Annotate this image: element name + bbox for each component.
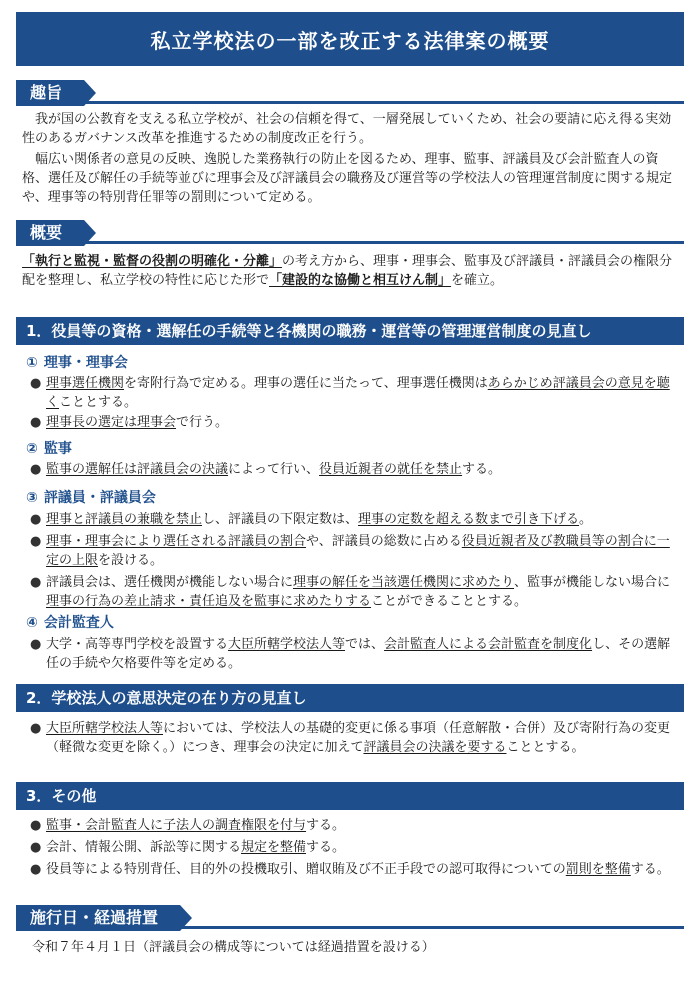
subsection-kaikei (26, 612, 114, 632)
section-rule (16, 101, 684, 104)
text: を寄附行為で定める。理事の選任に当たって、理事選任機関は (124, 376, 488, 391)
underlined-text: 大臣所轄学校法人等 (46, 721, 164, 736)
text: こととする。 (506, 740, 585, 755)
bullet-item (30, 816, 680, 835)
bullet-item (30, 374, 680, 412)
subsection-number: ② (26, 441, 38, 457)
text: 、監事が機能しない場合に (514, 575, 671, 590)
gaiyou-paragraph (22, 252, 680, 290)
text: で行う。 (176, 415, 229, 430)
text: し、その選解任の手続や欠格要件等を定める。 (46, 637, 671, 671)
underlined-text: 監事の選解任は評議員会の決議 (46, 462, 229, 477)
subsection-number: ① (26, 355, 38, 371)
text: や、評議員の総数に占める (306, 534, 462, 549)
bullet-item (30, 635, 680, 673)
bullet-item (30, 838, 680, 857)
bullet-dot: ● (30, 818, 42, 833)
section-2-bar: 2．学校法人の意思決定の在り方の見直し (16, 684, 684, 712)
underlined-text: 理事長の選定は理事会 (46, 415, 177, 430)
underlined-text: 罰則を整備 (565, 862, 631, 877)
underlined-text: 理事の行為の差止請求・責任追及を監事に求めたりする (46, 594, 372, 609)
subsection-label: 監事 (43, 441, 72, 457)
subsection-label: 評議員・評議員会 (43, 490, 156, 506)
section-label-shikou (16, 905, 180, 931)
underlined-text: 規定を整備 (241, 840, 307, 855)
text: こととする。 (59, 395, 138, 410)
text: 評議員会は、選任機関が機能しない場合に (46, 575, 294, 590)
text: 会計、情報公開、訴訟等に関する (46, 840, 242, 855)
text: によって行い、 (228, 462, 320, 477)
page-title: 私立学校法の一部を改正する法律案の概要 (16, 12, 684, 66)
section-label-shushi (16, 80, 84, 106)
section-tab: 施行日・経過措置 (16, 905, 180, 931)
underlined-text: 大臣所轄学校法人等 (228, 637, 346, 652)
subsection-hyogiin (26, 487, 156, 507)
bullet-dot: ● (30, 534, 42, 549)
section-tab: 趣旨 (16, 80, 84, 106)
underlined-text: あらかじめ評議員会の意見を聴く (46, 376, 670, 410)
underlined-text: 役員近親者の就任を禁止 (319, 462, 463, 477)
subsection-number: ④ (26, 615, 38, 631)
underlined-text: 理事の解任を当該選任機関に求めたり (293, 575, 515, 590)
bullet-dot: ● (30, 637, 42, 652)
underlined-text: 理事の定数を超える数まで引き下げる (358, 512, 580, 527)
text: する。 (462, 462, 502, 477)
gaiyou-text-2: を確立。 (451, 273, 504, 288)
text: し、評議員の下限定数は、 (202, 512, 359, 527)
text: では、 (345, 637, 385, 652)
bullet-dot: ● (30, 840, 42, 855)
text: 大学・高等専門学校を設置する (46, 637, 229, 652)
bullet-item (30, 860, 680, 879)
gaiyou-emphasis-2: 「建設的な協働と相互けん制」 (269, 273, 452, 288)
bullet-item (30, 719, 680, 757)
section-tab: 概要 (16, 220, 84, 246)
section-1-bar: 1．役員等の資格・選解任の手続等と各機関の職務・運営等の管理運営制度の見直し (16, 317, 684, 345)
section-rule (16, 241, 684, 244)
gaiyou-text-1: の考え方から、理事・理事会、監事及び評議員・評議員会の権限分配を整理し、私立学校の特性に応じた形で (22, 254, 673, 288)
text: する。 (630, 862, 670, 877)
underlined-text: 理事と評議員の兼職を禁止 (46, 512, 203, 527)
underlined-text: 会計監査人による会計監査を制度化 (384, 637, 593, 652)
bullet-dot: ● (30, 415, 42, 430)
bullet-item (30, 413, 680, 432)
bullet-dot: ● (30, 862, 42, 877)
text: ことができることとする。 (371, 594, 528, 609)
underlined-text: 理事・理事会により選任される評議員の割合 (46, 534, 307, 549)
shikou-text: 令和７年４月１日（評議員会の構成等については経過措置を設ける） (32, 940, 435, 955)
bullet-item (30, 460, 680, 479)
text: においては、学校法人の基礎的変更に係る事項（任意解散・合併）及び寄附行為の変更（軽微な変更を除く。）につき、理事会の決定に加えて (46, 721, 671, 755)
text: 役員等による特別背任、目的外の投機取引、贈収賄及び不正手段での認可取得についての (46, 862, 566, 877)
text: する。 (306, 840, 346, 855)
gaiyou-emphasis-1: 「執行と監視・監督の役割の明確化・分離」 (22, 254, 283, 269)
bullet-item (30, 510, 680, 529)
subsection-kanji (26, 438, 72, 458)
text: する。 (306, 818, 346, 833)
bullet-dot: ● (30, 512, 42, 527)
bullet-dot: ● (30, 376, 42, 391)
shushi-paragraph-1: 我が国の公教育を支える私立学校が、社会の信頼を得て、一層発展していくため、社会の要請に応え得る実効性のあるガバナンス改革を推進するための制度改正を行う。 (22, 112, 672, 146)
section-label-gaiyou (16, 220, 84, 246)
subsection-riji (26, 352, 128, 372)
subsection-label: 理事・理事会 (43, 355, 128, 371)
underlined-text: 評議員会の決議を要する (363, 740, 507, 755)
section-3-bar: 3．その他 (16, 782, 684, 810)
underlined-text: 役員近親者及び教職員等の割合に一定の上限 (46, 534, 670, 568)
underlined-text: 理事選任機関 (46, 376, 125, 391)
text: を設ける。 (98, 553, 164, 568)
bullet-item (30, 532, 680, 570)
bullet-item (30, 573, 680, 611)
bullet-dot: ● (30, 721, 42, 736)
bullet-dot: ● (30, 462, 42, 477)
subsection-label: 会計監査人 (43, 615, 114, 631)
text: 。 (579, 512, 593, 527)
subsection-number: ③ (26, 490, 38, 506)
bullet-dot: ● (30, 575, 42, 590)
underlined-text: 監事・会計監査人に子法人の調査権限を付与 (46, 818, 307, 833)
shushi-paragraph-2: 幅広い関係者の意見の反映、逸脱した業務執行の防止を図るため、理事、監事、評議員及び会計監査人の資格、選任及び解任の手続等並びに理事会及び評議員会の職務及び運営等の学校法人の管理運営制度に関する規定や、理事等の特別背任罪等の罰則について定める。 (22, 152, 673, 205)
